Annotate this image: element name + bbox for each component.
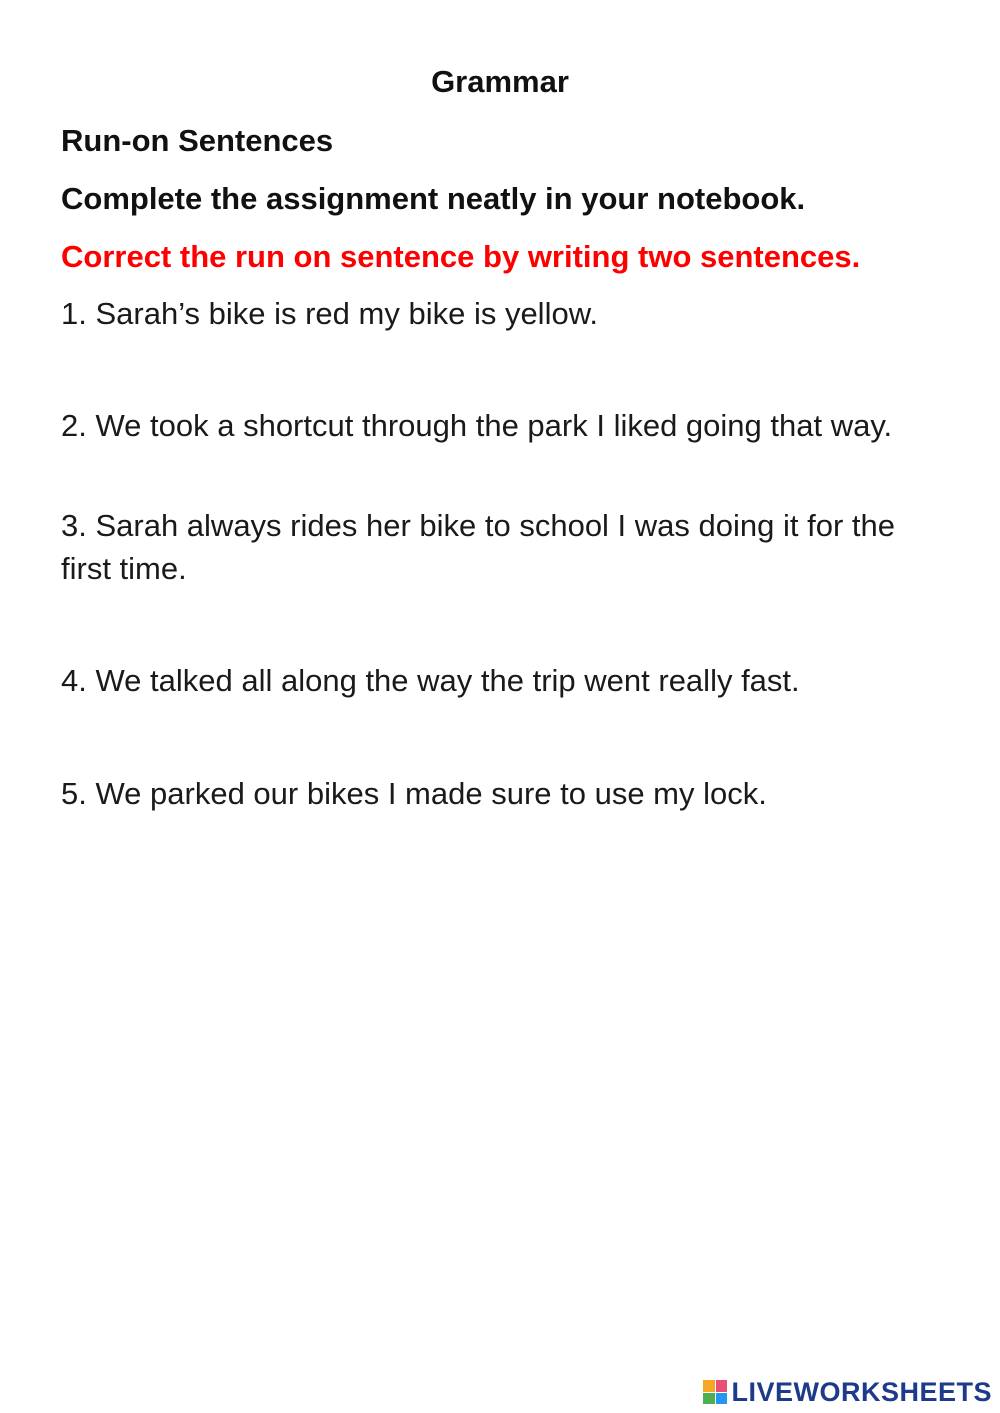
liveworksheets-logo-icon [703, 1380, 727, 1404]
page-subtitle: Run-on Sentences [61, 123, 334, 158]
exercise-item-4: 4. We talked all along the way the trip went really fast. [61, 663, 800, 698]
exercise-item-2: 2. We took a shortcut through the park I liked going that way. [61, 408, 893, 443]
exercise-item-3: 3. Sarah always rides her bike to school I was doing it for the first time. [61, 508, 895, 586]
logo-tile-4 [716, 1393, 728, 1405]
logo-tile-3 [703, 1393, 715, 1405]
logo-tile-2 [716, 1380, 728, 1392]
logo-text: LIVEWORKSHEETS [731, 1376, 992, 1407]
assignment-instruction: Complete the assignment neatly in your notebook. [61, 181, 806, 216]
liveworksheets-logo [703, 1377, 992, 1407]
page-title: Grammar [431, 64, 569, 99]
logo-tile-1 [703, 1380, 715, 1392]
exercise-item-1: 1. Sarah’s bike is red my bike is yellow. [61, 296, 598, 331]
task-directive: Correct the run on sentence by writing two sentences. [61, 239, 861, 274]
exercise-item-5: 5. We parked our bikes I made sure to use my lock. [61, 776, 767, 811]
